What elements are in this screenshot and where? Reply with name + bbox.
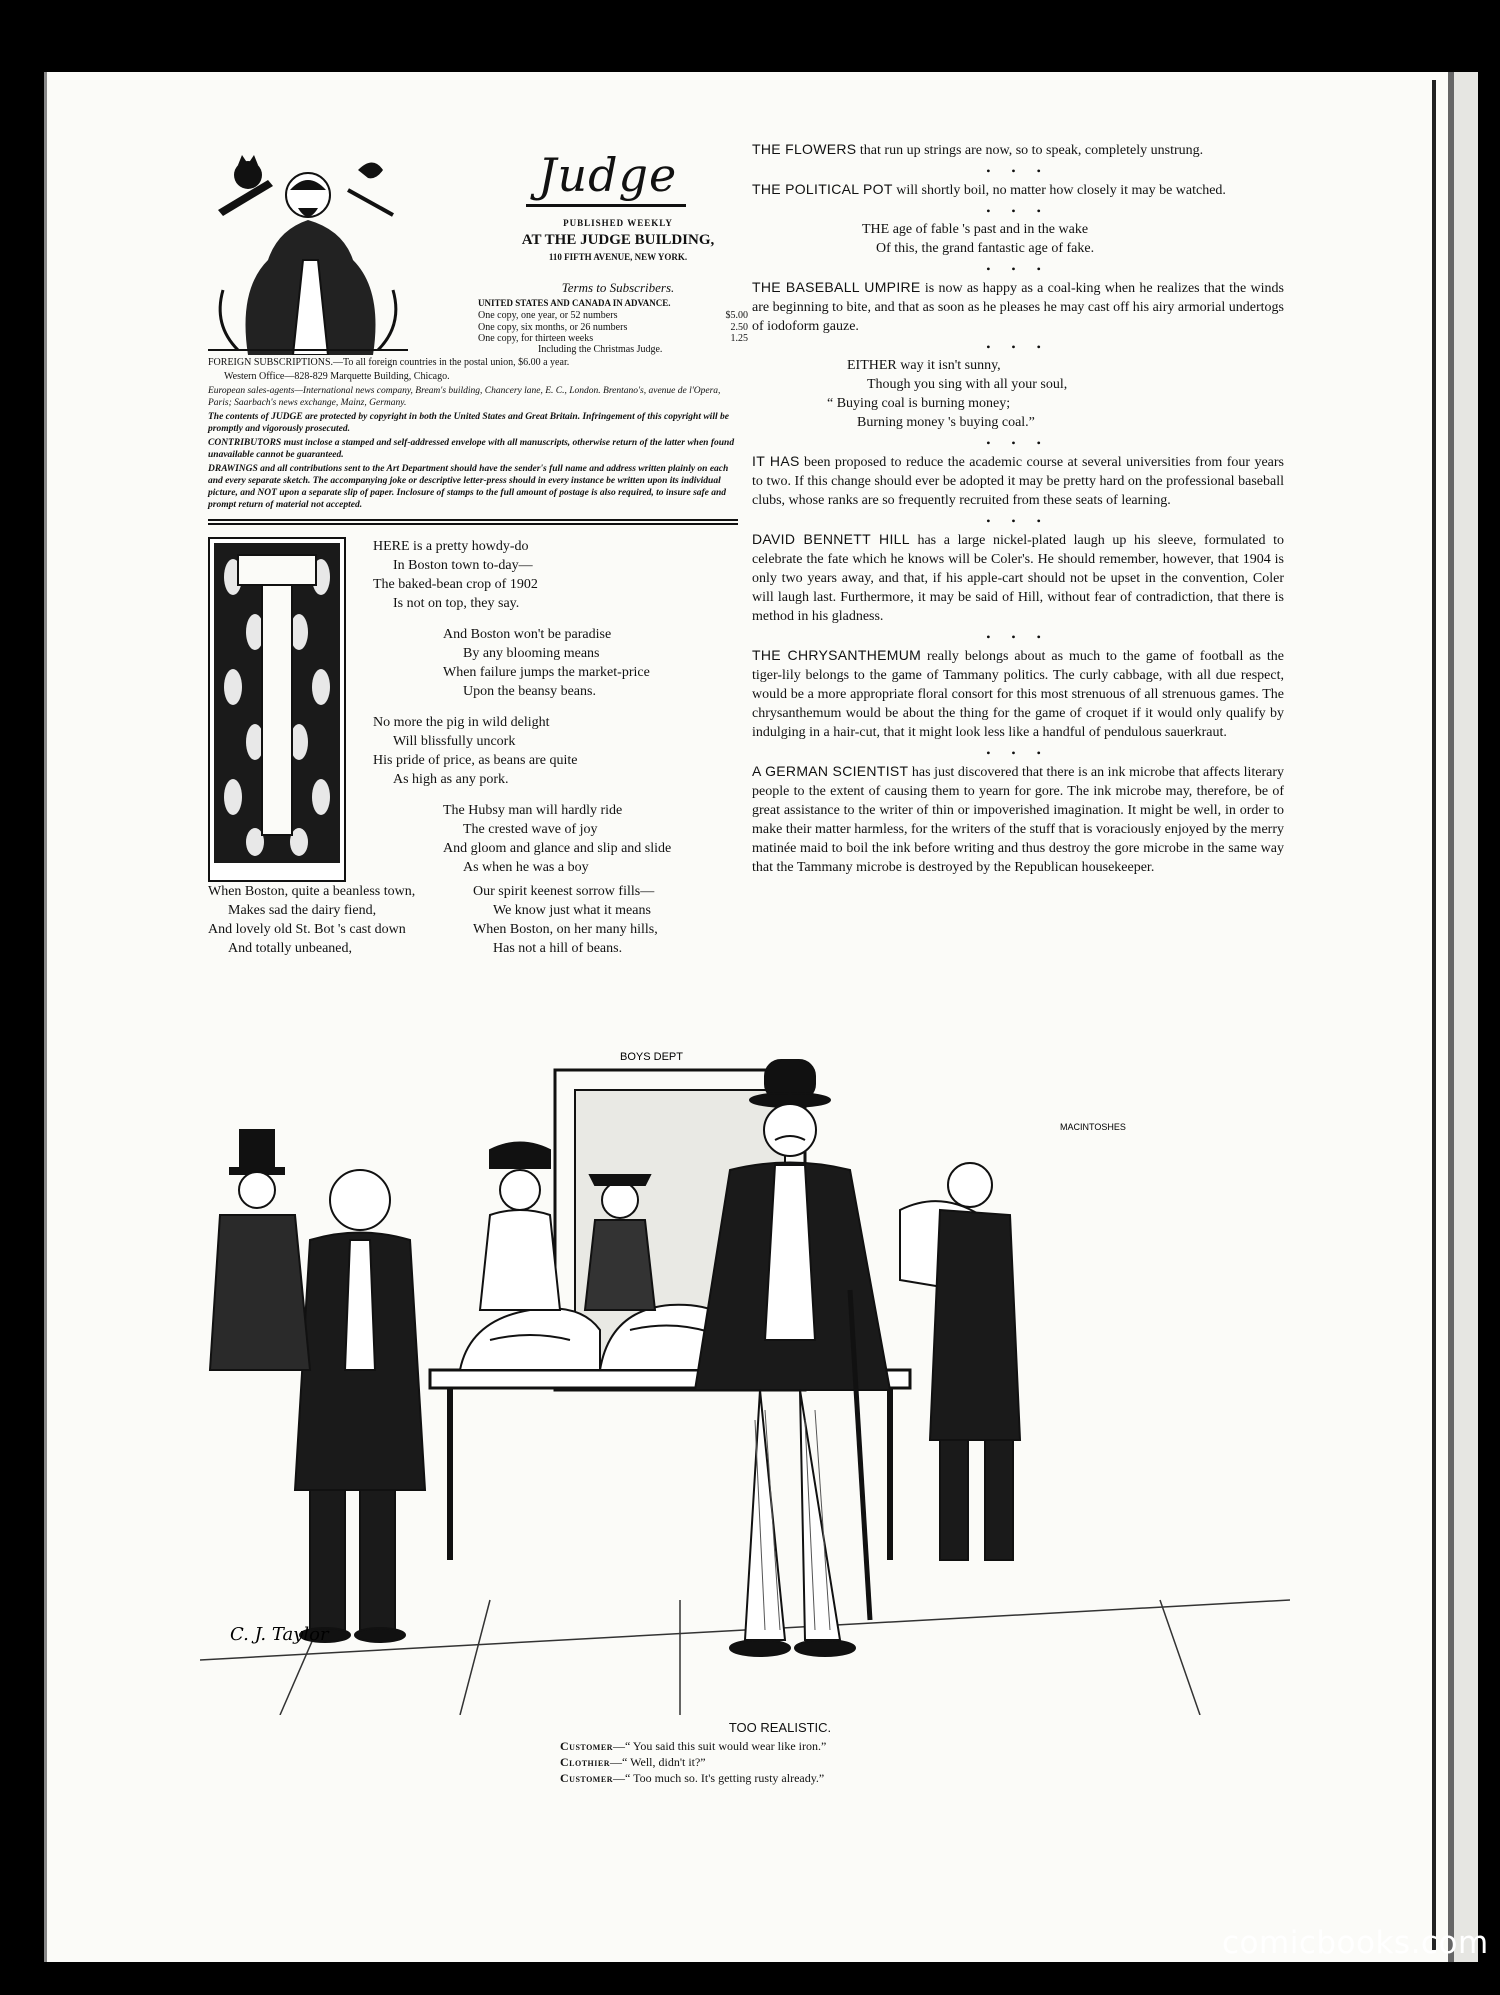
poem-line: Is not on top, they say. [393, 596, 520, 611]
rate-row [478, 333, 748, 344]
paragraph-lead: IT HAS [752, 453, 800, 469]
right-column [752, 140, 1284, 879]
poem-line: And totally unbeaned, [228, 941, 353, 956]
poem-line: No more the pig in wild delight [373, 715, 550, 730]
caption-title: TOO REALISTIC. [728, 1720, 832, 1735]
macintoshes-sign: MACINTOSHES [1060, 1122, 1126, 1132]
dialogue: —“ Well, didn't it?” [610, 1755, 706, 1769]
terms-heading: Terms to Subscribers. [561, 280, 675, 295]
rate-label: One copy, one year, or 52 numbers [478, 310, 618, 321]
poem [208, 537, 738, 956]
rate-row [478, 322, 748, 333]
caption-line [560, 1738, 1000, 1754]
paragraph-political-pot [752, 180, 1284, 200]
poem-line: As high as any pork. [393, 772, 509, 787]
masthead [208, 140, 748, 355]
christmas-note: Including the Christmas Judge. [538, 344, 663, 355]
poem-line: Has not a hill of beans. [493, 941, 623, 956]
building-line: AT THE JUDGE BUILDING, [521, 232, 715, 248]
rate-label: One copy, six months, or 26 numbers [478, 322, 628, 333]
paragraph-flowers [752, 140, 1284, 160]
paragraph-lead: THE FLOWERS [752, 141, 857, 157]
paragraph-text: really belongs about as much to the game of football as the tiger-lily belongs to the game of Tammany politics. The curly cabbage, with all due respect, would be a more appropriate floral consort for this most strenuous of all strenuous games. The chrysanthemum would be about the thing for the game of croquet if it would only qualify by indulging in a hair-cut, that it might look less like a handful of pendulous sauerkraut. [752, 649, 1284, 740]
poem-line: In Boston town to-day— [393, 558, 533, 573]
us-canada-line: UNITED STATES AND CANADA IN ADVANCE. [478, 298, 671, 308]
paragraph-david-hill [752, 530, 1284, 626]
next-page-edge [1454, 72, 1478, 1962]
poem-stanza [473, 882, 738, 958]
rate-label: One copy, for thirteen weeks [478, 333, 594, 344]
rate-row [478, 310, 748, 321]
masthead-title: Judge [538, 148, 678, 202]
paragraph-text: been proposed to reduce the academic course at several universities from four years to two. If this change should ever be adopted it may be pretty hard on the professional baseball clubs, whose ranks are so frequently recruited from these seats of learning. [752, 455, 1284, 508]
speaker: Clothier [560, 1755, 611, 1769]
paragraph-lead: A GERMAN SCIENTIST [752, 763, 909, 779]
poem-line: When Boston, on her many hills, [473, 922, 658, 937]
separator-dots: • • • [986, 164, 1050, 178]
copyright-notice: The contents of JUDGE are protected by copyright in both the United States and Great Britain. Infringement of this copyright will be promptly and vigorously prosecuted. [208, 412, 729, 434]
watermark: comicbooks.com [1222, 1925, 1489, 1961]
published-weekly: PUBLISHED WEEKLY [563, 218, 673, 228]
separator-dots: • • • [986, 436, 1050, 450]
poem-stanza [208, 882, 473, 958]
speaker: Customer [560, 1739, 613, 1753]
contributors-notice: CONTRIBUTORS must inclose a stamped and self-addressed envelope with all manuscripts, otherwise return of the latter when found unavailable cannot be guaranteed. [208, 438, 735, 460]
separator-dots: • • • [986, 204, 1050, 218]
separator-dots: • • • [986, 630, 1050, 644]
poem-stanza [373, 625, 743, 701]
poem-line: The baked-bean crop of 1902 [373, 577, 538, 592]
verse-line: Though you sing with all your soul, [867, 377, 1068, 392]
verse-line: Burning money 's buying coal.” [857, 415, 1035, 430]
paragraph-text: is now as happy as a coal-king when he realizes that the winds are beginning to bite, and that as soon as he pleases he may cast off his airy armorial undertogs of iodoform gauze. [752, 281, 1284, 334]
european-agents: European sales-agents—International news company, Bream's building, Chancery lane, E. C., London. Brentano's, avenue de l'Opera, Paris; Saarbach's news exchange, Mainz, Germany. [208, 386, 721, 408]
poem-line: Our spirit keenest sorrow fills— [473, 884, 655, 899]
separator-dots: • • • [986, 746, 1050, 760]
poem-line: When failure jumps the market-price [443, 665, 650, 680]
caption-line [560, 1754, 1000, 1770]
binding-edge [1432, 80, 1436, 1950]
verse-line: THE age of fable 's past and in the wake [862, 222, 1089, 237]
poem-line: His pride of price, as beans are quite [373, 753, 578, 768]
foreign-subscriptions: FOREIGN SUBSCRIPTIONS.—To all foreign countries in the postal union, $6.00 a year. [208, 357, 570, 368]
dialogue: —“ You said this suit would wear like iron.” [612, 1739, 827, 1753]
artist-signature: C. J. Taylor [230, 1624, 329, 1645]
paragraph-academic-course [752, 452, 1284, 510]
poem-stanza [373, 801, 743, 877]
paragraph-text: that run up strings are now, so to speak, completely unstrung. [856, 143, 1204, 158]
masthead-rule [526, 204, 686, 207]
decorative-initial-t [208, 537, 346, 882]
verse-line: Of this, the grand fantastic age of fake. [876, 241, 1095, 256]
poem-line: The Hubsy man will hardly ride [443, 803, 623, 818]
paragraph-lead: THE CHRYSANTHEMUM [752, 647, 922, 663]
poem-line: Upon the beansy beans. [463, 684, 596, 699]
poem-line: The crested wave of joy [463, 822, 598, 837]
poem-line: Will blissfully uncork [393, 734, 516, 749]
speaker: Customer [560, 1771, 613, 1785]
separator-dots: • • • [986, 262, 1050, 276]
customer-figure-left [210, 1130, 425, 1642]
paragraph-lead: DAVID BENNETT HILL [752, 531, 910, 547]
boys-dept-sign: BOYS DEPT [620, 1051, 683, 1063]
poem-line: And gloom and glance and slip and slide [443, 841, 672, 856]
poem-bottom-stanzas [208, 882, 738, 958]
paragraph-german-scientist [752, 762, 1284, 877]
paragraph-chrysanthemum [752, 646, 1284, 742]
address-line: 110 FIFTH AVENUE, NEW YORK. [548, 252, 688, 262]
paragraph-baseball-umpire [752, 278, 1284, 336]
clerk-with-bundle [900, 1163, 1020, 1560]
poem-stanza [373, 713, 743, 789]
poem-line: And Boston won't be paradise [443, 627, 612, 642]
rate-price: 2.50 [730, 322, 748, 333]
poem-line: Makes sad the dairy fiend, [228, 903, 377, 918]
poem-stanzas [373, 537, 743, 889]
masthead-judge-illustration [208, 150, 408, 355]
poem-line: HERE is a pretty howdy-do [373, 539, 529, 554]
paragraph-lead: THE POLITICAL POT [752, 181, 893, 197]
separator-dots: • • • [986, 340, 1050, 354]
poem-line: And lovely old St. Bot 's cast down [208, 922, 406, 937]
paragraph-text: will shortly boil, no matter how closely it may be watched. [892, 183, 1226, 198]
poem-line: As when he was a boy [463, 860, 589, 875]
rate-price: $5.00 [725, 310, 748, 321]
cartoon-caption [560, 1720, 1000, 1786]
poem-line: We know just what it means [493, 903, 651, 918]
rate-price: 1.25 [730, 333, 748, 344]
verse-fable [752, 220, 1284, 258]
left-column [208, 140, 748, 956]
verse-line: “ Buying coal is burning money; [827, 396, 1011, 411]
paragraph-text: has a large nickel-plated laugh up his sleeve, formulated to celebrate the fate which he knows will be Coler's. He should remember, however, that 1904 is only two years away, and that, if his apple-cart should not be upset in the convention, Coler will laugh last. Furthermore, it may be said of Hill, without fear of contradiction, that there is method in his gladness. [752, 533, 1284, 624]
poem-stanza [373, 537, 743, 613]
verse-coal [752, 356, 1284, 432]
poem-line: By any blooming means [463, 646, 600, 661]
separator-dots: • • • [986, 514, 1050, 528]
caption-line [560, 1770, 1000, 1786]
paragraph-lead: THE BASEBALL UMPIRE [752, 279, 921, 295]
section-divider [208, 519, 738, 525]
poem-line: When Boston, quite a beanless town, [208, 884, 416, 899]
dialogue: —“ Too much so. It's getting rusty already.” [612, 1771, 825, 1785]
cartoon-illustration [200, 1040, 1290, 1715]
fine-print [208, 357, 738, 511]
drawings-notice: DRAWINGS and all contributions sent to the Art Department should have the sender's full name and address written plainly on each and every separate sketch. The accompanying joke or descriptive letter-press should in every instance be written upon its individual picture, and NOT upon a separate slip of paper. Inclosure of stamps to the full amount of postage is also required, to insure safe and prompt return of material not accepted. [208, 464, 729, 510]
paragraph-text: has just discovered that there is an ink microbe that affects literary people to the extent of causing them to yearn for gore. The ink microbe may, therefore, be of great assistance to the writer of thin or impoverished imagination. It might be well, in order to make their matter harmless, for the writers of the stuff that is voraciously enjoyed by the merry matinée maid to boil the ink before writing and thus destroy the gore microbe in the same way that the Tammany microbe is destroyed by the Republican housekeeper. [752, 765, 1285, 875]
verse-line: EITHER way it isn't sunny, [847, 358, 1001, 373]
western-office: Western Office—828-829 Marquette Building, Chicago. [224, 371, 450, 382]
